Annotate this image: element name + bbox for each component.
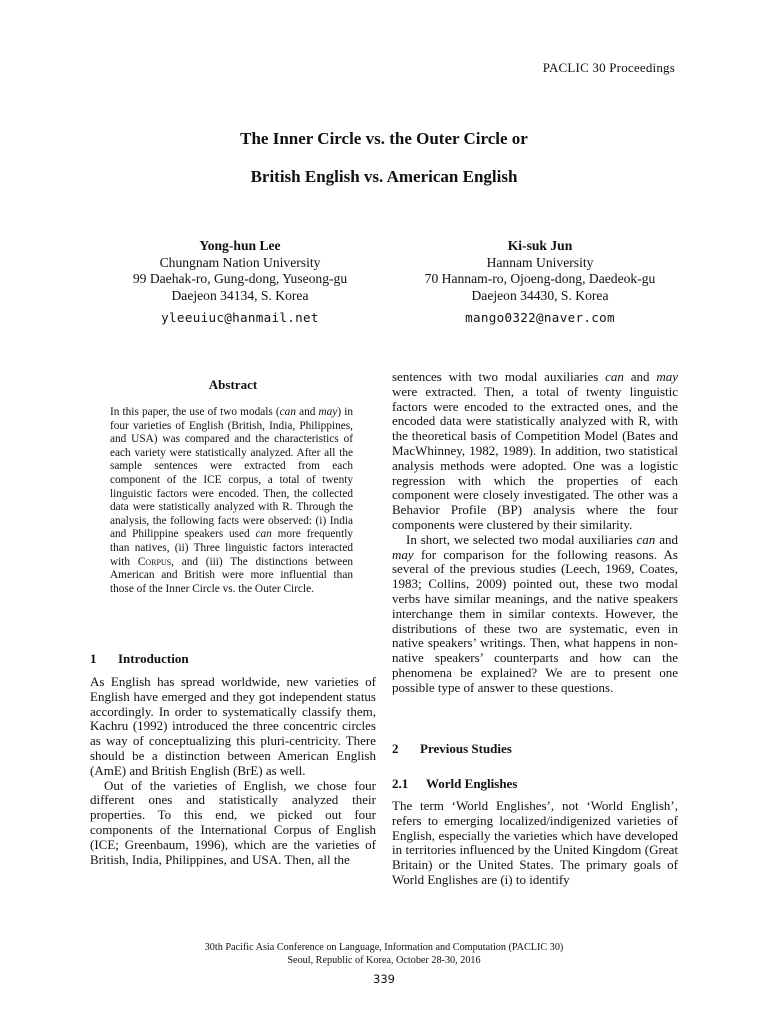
author-block-1 (90, 238, 390, 327)
paragraph: sentences with two modal auxiliaries can and may were extracted. Then, a total of twenty linguistic factors were encoded to the extracted ones, and the encoded data were statistically analyzed with R, with the theoretical basis of Competition Model (Bates and MacWhinney, 1982, 1989). In addition, two statistical analysis methods were adopted. One was a logistic regression with which the properties of each component were closely investigated. The other was a Behavior Profile (BP) analysis where the four components were clustered by their similarity. (392, 369, 678, 532)
world-englishes-body (392, 799, 678, 888)
author-email[interactable]: yleeuiuc@hanmail.net (161, 310, 319, 325)
paragraph: In short, we selected two modal auxiliaries can and may for comparison for the following reasons. As several of the previous studies (Leech, 1969, Coates, 1983; Collins, 2009) pointed out, these two modal verbs have similar meanings, and the native speakers interchange them in similar contexts. However, the distributions of these two are systematic, even in native speakers’ writings. Then, what happens in non-native speakers’ counterparts and how can the phenomena be explained? We are to present one possible type of answer to these questions. (392, 531, 678, 695)
section-heading-previous-studies: 2 Previous Studies (392, 741, 512, 756)
footer-conference: 30th Pacific Asia Conference on Language, Information and Computation (PACLIC 30) (204, 942, 564, 953)
footer-location: Seoul, Republic of Korea, October 28-30, 2016 (287, 955, 481, 966)
paragraph: As English has spread worldwide, new varieties of English have emerged and they got independent status accordingly. In order to systematically classify them, Kachru (1992) introduced the three concentric circles as way of conceptualizing this pluri-centricity. There should be a distinction between American English (AmE) and British English (BrE) as well. (90, 674, 376, 778)
paper-title-line1: The Inner Circle vs. the Outer Circle or (240, 129, 528, 148)
author-address: 70 Hannam-ro, Ojoeng-dong, Daedeok-gu (424, 271, 656, 286)
author-email[interactable]: mango0322@naver.com (465, 310, 615, 325)
author-city: Daejeon 34430, S. Korea (471, 287, 609, 303)
section-heading-introduction: 1 Introduction (90, 651, 189, 666)
paragraph: The term ‘World Englishes’, not ‘World English’, refers to emerging localized/indigenized varieties of English, especially the varieties which have developed in territories influenced by the United Kingdom (Great Britain) or the United States. The primary goals of World Englishes are (i) to identify (392, 798, 678, 887)
abstract-heading: Abstract (208, 377, 258, 392)
paragraph: Out of the varieties of English, we chose four different ones and statistically analyzed their properties. To this end, we picked out four components of the International Corpus of English (ICE; Greenbaum, 1996), which are the varieties of British, India, Philippines, and USA. Then, all the (90, 777, 376, 867)
author-name: Ki-suk Jun (507, 238, 573, 253)
paper-title-line2: British English vs. American English (250, 167, 518, 186)
author-address: 99 Daehak-ro, Gung-dong, Yuseong-gu (132, 271, 348, 286)
author-name: Yong-hun Lee (199, 238, 281, 253)
right-column-body (392, 370, 678, 696)
author-affiliation: Chungnam Nation University (159, 254, 321, 270)
conference-footer (0, 941, 768, 967)
abstract-body: In this paper, the use of two modals (can and may) in four varieties of English (British, India, Philippines, and USA) was compared and the characteristics of each variety were statistically analyzed. After all the sample sentences were extracted from each component of the ICE corpus, a total of twenty linguistic factors were encoded. Then, the collected data were statistically analyzed with R. Through the analysis, the following facts were observed: (i) India and Philippine speakers used can more frequently than natives, (ii) Three linguistic factors interacted with Corpus, and (iii) The distinctions between American and British were more influential than those of the Inner Circle vs. the Outer Circle. (110, 406, 353, 595)
author-block-2 (384, 238, 696, 327)
introduction-body (90, 675, 376, 867)
author-affiliation: Hannam University (486, 254, 594, 270)
subsection-heading-world-englishes: 2.1 World Englishes (392, 776, 518, 791)
author-city: Daejeon 34134, S. Korea (171, 287, 309, 303)
proceedings-header: PACLIC 30 Proceedings (542, 60, 675, 75)
page-number: 339 (373, 972, 395, 986)
